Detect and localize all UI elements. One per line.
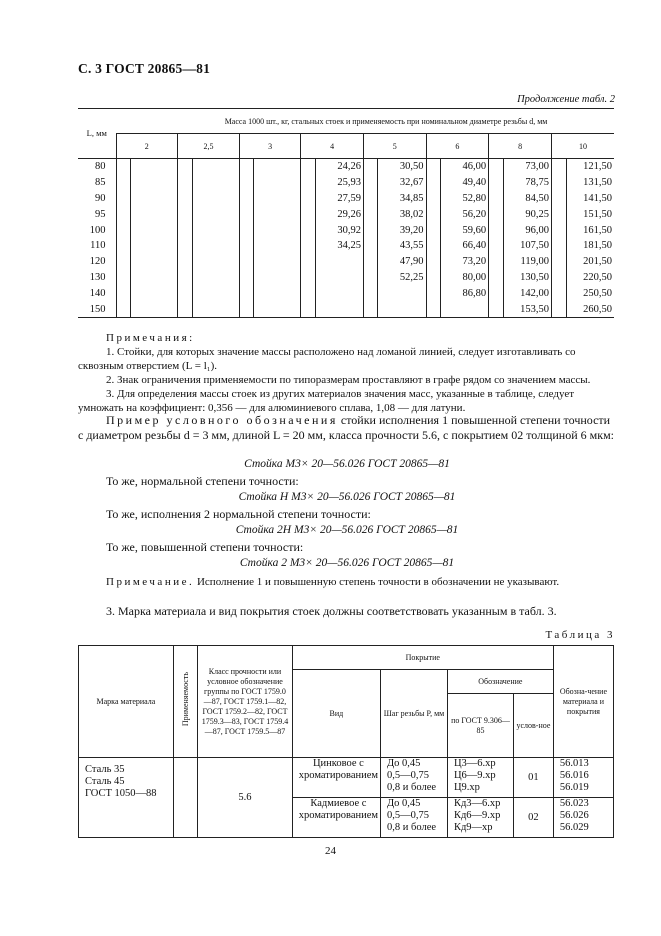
diameter-header: 8 bbox=[489, 134, 552, 159]
mass-cell bbox=[254, 222, 301, 238]
mark-cell bbox=[551, 285, 566, 301]
class-cell: 5.6 bbox=[198, 758, 293, 838]
mark-cell bbox=[426, 159, 441, 175]
mass-cell bbox=[192, 301, 239, 317]
diameter-header: 5 bbox=[363, 134, 426, 159]
mass-cell bbox=[192, 285, 239, 301]
mark-cell bbox=[489, 206, 504, 222]
mass-cell bbox=[131, 238, 178, 254]
mass-group-header: Масса 1000 шт., кг, стальных стоек и применяемость при номинальном диаметре резьбы d, мм bbox=[116, 109, 614, 134]
mark-cell bbox=[116, 222, 131, 238]
mark-cell bbox=[426, 285, 441, 301]
class-header: Класс прочности или условное обозначение группы по ГОСТ 1759.0—87, ГОСТ 1759.1—82, ГОСТ 1759.2—82, ГОСТ 1759.3—83, ГОСТ 1759.4—87, ГОСТ 1759.5—87 bbox=[198, 646, 293, 758]
table-row bbox=[78, 206, 614, 222]
mark-cell bbox=[178, 270, 193, 286]
mass-cell: 46,00 bbox=[441, 159, 489, 175]
mass-cell bbox=[131, 254, 178, 270]
mass-cell bbox=[131, 206, 178, 222]
mark-cell bbox=[489, 159, 504, 175]
mass-cell bbox=[131, 285, 178, 301]
mark-cell bbox=[239, 301, 254, 317]
full-designation-header: Обозна-чение материала и покрытия bbox=[553, 646, 613, 758]
length-cell: 95 bbox=[95, 208, 106, 220]
mass-cell bbox=[131, 222, 178, 238]
designation-1: Стойка М3× 20—56.026 ГОСТ 20865—81 bbox=[244, 458, 450, 470]
mark-cell bbox=[116, 301, 131, 317]
mark-cell bbox=[178, 191, 193, 207]
mark-cell bbox=[551, 159, 566, 175]
mark-cell bbox=[301, 159, 316, 175]
mass-cell: 32,67 bbox=[378, 175, 426, 191]
length-cell: 100 bbox=[89, 224, 106, 236]
mark-cell bbox=[239, 159, 254, 175]
mark-cell bbox=[551, 175, 566, 191]
mass-cell bbox=[254, 238, 301, 254]
page-header: С. 3 ГОСТ 20865—81 bbox=[78, 61, 211, 76]
mass-cell: 25,93 bbox=[315, 175, 363, 191]
mark-cell bbox=[426, 238, 441, 254]
mark-cell bbox=[116, 285, 131, 301]
mass-cell: 56,20 bbox=[441, 206, 489, 222]
diameter-header: 6 bbox=[426, 134, 489, 159]
table2-continuation-label: Продолжение табл. 2 bbox=[517, 94, 615, 105]
mass-cell bbox=[315, 254, 363, 270]
mark-cell bbox=[239, 285, 254, 301]
mass-cell bbox=[192, 254, 239, 270]
mass-cell: 52,25 bbox=[378, 270, 426, 286]
mark-cell bbox=[489, 238, 504, 254]
mark-cell bbox=[116, 254, 131, 270]
coating-pitch-cell: До 0,45 0,5—0,75 0,8 и более bbox=[381, 798, 448, 838]
mark-cell bbox=[363, 222, 378, 238]
mass-cell: 39,20 bbox=[378, 222, 426, 238]
mark-cell bbox=[116, 175, 131, 191]
table-row bbox=[78, 238, 614, 254]
mark-cell bbox=[489, 254, 504, 270]
table-row bbox=[78, 159, 614, 175]
table3-title: Таблица 3 bbox=[545, 629, 615, 641]
coating-cond-cell: 01 bbox=[514, 758, 554, 798]
mass-cell: 66,40 bbox=[441, 238, 489, 254]
mass-cell: 78,75 bbox=[503, 175, 551, 191]
mark-cell bbox=[301, 238, 316, 254]
mass-cell: 121,50 bbox=[566, 159, 614, 175]
mass-cell: 30,50 bbox=[378, 159, 426, 175]
mark-cell bbox=[551, 238, 566, 254]
mark-cell bbox=[301, 222, 316, 238]
mass-cell: 130,50 bbox=[503, 270, 551, 286]
table-row bbox=[78, 175, 614, 191]
mass-cell bbox=[378, 285, 426, 301]
mark-cell bbox=[426, 191, 441, 207]
mass-cell bbox=[192, 175, 239, 191]
mass-cell: 30,92 bbox=[315, 222, 363, 238]
mass-cell bbox=[192, 206, 239, 222]
designation-text-4: То же, повышенной степени точности: bbox=[106, 540, 304, 554]
table-row bbox=[78, 254, 614, 270]
note-3: 3. Для определения массы стоек из других материалов значения масс, указанные в таблице, следует умножать на коэффициент: 0,356 — для алюминиевого сплава, 1,08 — для латуни. bbox=[78, 388, 575, 414]
mass-cell bbox=[192, 222, 239, 238]
mark-cell bbox=[301, 175, 316, 191]
mark-cell bbox=[489, 285, 504, 301]
designation-text-2: То же, нормальной степени точности: bbox=[106, 474, 299, 488]
mass-cell bbox=[254, 254, 301, 270]
mass-cell: 141,50 bbox=[566, 191, 614, 207]
material-header: Марка материала bbox=[79, 646, 174, 758]
mark-cell bbox=[363, 301, 378, 317]
length-cell: 140 bbox=[89, 287, 106, 299]
mark-cell bbox=[426, 175, 441, 191]
mark-cell bbox=[363, 254, 378, 270]
mark-cell bbox=[301, 206, 316, 222]
mark-cell bbox=[363, 206, 378, 222]
mass-cell: 73,00 bbox=[503, 159, 551, 175]
coating-full-cell: 56.013 56.016 56.019 bbox=[553, 758, 613, 798]
coating-gost-cell: Кд3—6.хр Кд6—9.хр Кд9—хр bbox=[447, 798, 513, 838]
mark-cell bbox=[178, 238, 193, 254]
mark-cell bbox=[116, 191, 131, 207]
mass-cell: 59,60 bbox=[441, 222, 489, 238]
coating-vid-cell: Цинковое с хроматированием bbox=[292, 758, 380, 798]
note-1: 1. Стойки, для которых значение массы расположено над ломаной линией, следует изготавливать со сквозным отверстием (L = l₁). bbox=[78, 346, 576, 372]
mark-cell bbox=[551, 222, 566, 238]
mass-cell: 161,50 bbox=[566, 222, 614, 238]
material-table bbox=[78, 645, 614, 838]
table-row bbox=[78, 301, 614, 317]
mark-cell bbox=[363, 159, 378, 175]
mass-cell: 107,50 bbox=[503, 238, 551, 254]
mass-cell bbox=[315, 285, 363, 301]
length-cell: 110 bbox=[90, 240, 106, 252]
mass-table bbox=[78, 108, 614, 318]
mass-cell: 220,50 bbox=[566, 270, 614, 286]
coating-pitch-cell: До 0,45 0,5—0,75 0,8 и более bbox=[381, 758, 448, 798]
mass-cell: 201,50 bbox=[566, 254, 614, 270]
example-text: стойки исполнения 1 повышенной степени точности с диаметром резьбы d = 3 мм, длиной L = 20 мм, класса прочности 5.6, с покрытием 02 толщиной 6 мкм: bbox=[78, 413, 614, 442]
applicability-cell bbox=[173, 758, 197, 838]
mark-cell bbox=[178, 175, 193, 191]
pitch-header: Шаг резьбы P, мм bbox=[381, 670, 448, 758]
example-paragraph bbox=[78, 413, 616, 443]
designation-header: Обозначение bbox=[447, 670, 553, 694]
mark-cell bbox=[489, 270, 504, 286]
mass-cell bbox=[131, 270, 178, 286]
mass-cell bbox=[254, 159, 301, 175]
mass-cell bbox=[131, 175, 178, 191]
mass-cell bbox=[315, 301, 363, 317]
mark-cell bbox=[363, 285, 378, 301]
mark-cell bbox=[426, 301, 441, 317]
paragraph-3: 3. Марка материала и вид покрытия стоек должны соответствовать указанным в табл. 3. bbox=[106, 604, 557, 618]
mass-cell: 142,00 bbox=[503, 285, 551, 301]
mass-cell bbox=[378, 301, 426, 317]
mass-cell bbox=[254, 175, 301, 191]
mark-cell bbox=[363, 191, 378, 207]
mark-cell bbox=[116, 159, 131, 175]
mark-cell bbox=[178, 254, 193, 270]
mass-cell bbox=[131, 159, 178, 175]
mark-cell bbox=[178, 301, 193, 317]
mark-cell bbox=[301, 254, 316, 270]
length-cell: 85 bbox=[95, 177, 106, 189]
mark-cell bbox=[116, 206, 131, 222]
example-note-text: Исполнение 1 и повышенную степень точности в обозначении не указывают. bbox=[194, 576, 560, 588]
mark-cell bbox=[239, 270, 254, 286]
mark-cell bbox=[301, 191, 316, 207]
mark-cell bbox=[239, 254, 254, 270]
diameter-header: 2 bbox=[116, 134, 178, 159]
designation-text-3: То же, исполнения 2 нормальной степени точности: bbox=[106, 507, 371, 521]
mark-cell bbox=[301, 270, 316, 286]
coating-gost-cell: Ц3—6.хр Ц6—9.хр Ц9.хр bbox=[447, 758, 513, 798]
mass-cell: 52,80 bbox=[441, 191, 489, 207]
mass-cell bbox=[131, 301, 178, 317]
diameter-header: 3 bbox=[239, 134, 301, 159]
mark-cell bbox=[239, 175, 254, 191]
designation-2: Стойка Н М3× 20—56.026 ГОСТ 20865—81 bbox=[238, 491, 456, 503]
mark-cell bbox=[301, 301, 316, 317]
vid-header: Вид bbox=[292, 670, 380, 758]
mark-cell bbox=[239, 191, 254, 207]
mark-cell bbox=[239, 238, 254, 254]
mass-cell bbox=[254, 301, 301, 317]
conditional-designation-header: услов-ное bbox=[514, 694, 554, 758]
coating-header: Покрытие bbox=[292, 646, 553, 670]
example-note bbox=[78, 575, 644, 589]
mass-cell: 27,59 bbox=[315, 191, 363, 207]
mass-cell: 151,50 bbox=[566, 206, 614, 222]
mark-cell bbox=[489, 175, 504, 191]
mass-cell: 24,26 bbox=[315, 159, 363, 175]
coating-vid-cell: Кадмиевое с хроматированием bbox=[292, 798, 380, 838]
mark-cell bbox=[489, 191, 504, 207]
mark-cell bbox=[489, 301, 504, 317]
mark-cell bbox=[178, 206, 193, 222]
mass-cell: 181,50 bbox=[566, 238, 614, 254]
table-row bbox=[78, 285, 614, 301]
mark-cell bbox=[178, 222, 193, 238]
coating-full-cell: 56.023 56.026 56.029 bbox=[553, 798, 613, 838]
mark-cell bbox=[551, 254, 566, 270]
mass-cell bbox=[254, 206, 301, 222]
mass-cell: 250,50 bbox=[566, 285, 614, 301]
mark-cell bbox=[426, 254, 441, 270]
mark-cell bbox=[489, 222, 504, 238]
mass-cell: 260,50 bbox=[566, 301, 614, 317]
notes-title: Примечания: bbox=[106, 332, 195, 344]
mark-cell bbox=[551, 191, 566, 207]
mass-cell: 34,25 bbox=[315, 238, 363, 254]
mass-cell: 119,00 bbox=[503, 254, 551, 270]
diameter-header: 2,5 bbox=[178, 134, 240, 159]
l-column-header: L, мм bbox=[78, 109, 116, 159]
mass-cell: 49,40 bbox=[441, 175, 489, 191]
mark-cell bbox=[426, 222, 441, 238]
mark-cell bbox=[551, 270, 566, 286]
mark-cell bbox=[116, 238, 131, 254]
mass-cell bbox=[441, 301, 489, 317]
mass-cell bbox=[192, 191, 239, 207]
mass-cell: 90,25 bbox=[503, 206, 551, 222]
mass-cell: 43,55 bbox=[378, 238, 426, 254]
mass-cell: 80,00 bbox=[441, 270, 489, 286]
gost-designation-header: по ГОСТ 9.306—85 bbox=[447, 694, 513, 758]
mass-cell bbox=[254, 285, 301, 301]
designation-4: Стойка 2 М3× 20—56.026 ГОСТ 20865—81 bbox=[239, 557, 455, 569]
length-cell: 80 bbox=[95, 161, 106, 173]
mark-cell bbox=[116, 270, 131, 286]
mark-cell bbox=[363, 270, 378, 286]
mass-cell: 34,85 bbox=[378, 191, 426, 207]
example-lead: Пример условного обозначения bbox=[106, 413, 338, 427]
mass-cell bbox=[254, 191, 301, 207]
mark-cell bbox=[363, 238, 378, 254]
mass-cell bbox=[254, 270, 301, 286]
page-number: 24 bbox=[325, 845, 336, 857]
mark-cell bbox=[551, 301, 566, 317]
mark-cell bbox=[426, 206, 441, 222]
diameter-header: 4 bbox=[301, 134, 364, 159]
mark-cell bbox=[551, 206, 566, 222]
length-cell: 130 bbox=[89, 271, 106, 283]
mark-cell bbox=[363, 175, 378, 191]
coating-cond-cell: 02 bbox=[514, 798, 554, 838]
mass-cell: 96,00 bbox=[503, 222, 551, 238]
mass-cell: 38,02 bbox=[378, 206, 426, 222]
mass-cell: 84,50 bbox=[503, 191, 551, 207]
length-cell: 120 bbox=[89, 256, 106, 268]
diameter-header: 10 bbox=[551, 134, 614, 159]
note-2: 2. Знак ограничения применяемости по типоразмерам проставляют в графе рядом со значением массы. bbox=[106, 374, 591, 386]
mass-cell bbox=[192, 159, 239, 175]
table-row bbox=[78, 191, 614, 207]
mark-cell bbox=[239, 222, 254, 238]
mass-cell: 29,26 bbox=[315, 206, 363, 222]
material-cell: Сталь 35 Сталь 45 ГОСТ 1050—88 bbox=[79, 758, 174, 838]
mass-cell: 131,50 bbox=[566, 175, 614, 191]
mass-cell bbox=[131, 191, 178, 207]
applicability-header: Применяемость bbox=[173, 646, 197, 758]
notes-block bbox=[78, 331, 616, 415]
designation-3: Стойка 2Н М3× 20—56.026 ГОСТ 20865—81 bbox=[235, 524, 459, 536]
mass-cell: 73,20 bbox=[441, 254, 489, 270]
mass-cell bbox=[192, 238, 239, 254]
mark-cell bbox=[301, 285, 316, 301]
mass-cell: 47,90 bbox=[378, 254, 426, 270]
length-cell: 150 bbox=[78, 301, 116, 317]
table-row bbox=[78, 270, 614, 286]
mass-cell: 86,80 bbox=[441, 285, 489, 301]
mass-cell: 153,50 bbox=[503, 301, 551, 317]
mark-cell bbox=[178, 285, 193, 301]
mark-cell bbox=[178, 159, 193, 175]
mass-cell bbox=[192, 270, 239, 286]
mark-cell bbox=[426, 270, 441, 286]
mark-cell bbox=[239, 206, 254, 222]
length-cell: 90 bbox=[95, 192, 106, 204]
example-note-lead: Примечание. bbox=[106, 576, 195, 588]
table-row bbox=[78, 222, 614, 238]
mass-cell bbox=[315, 270, 363, 286]
